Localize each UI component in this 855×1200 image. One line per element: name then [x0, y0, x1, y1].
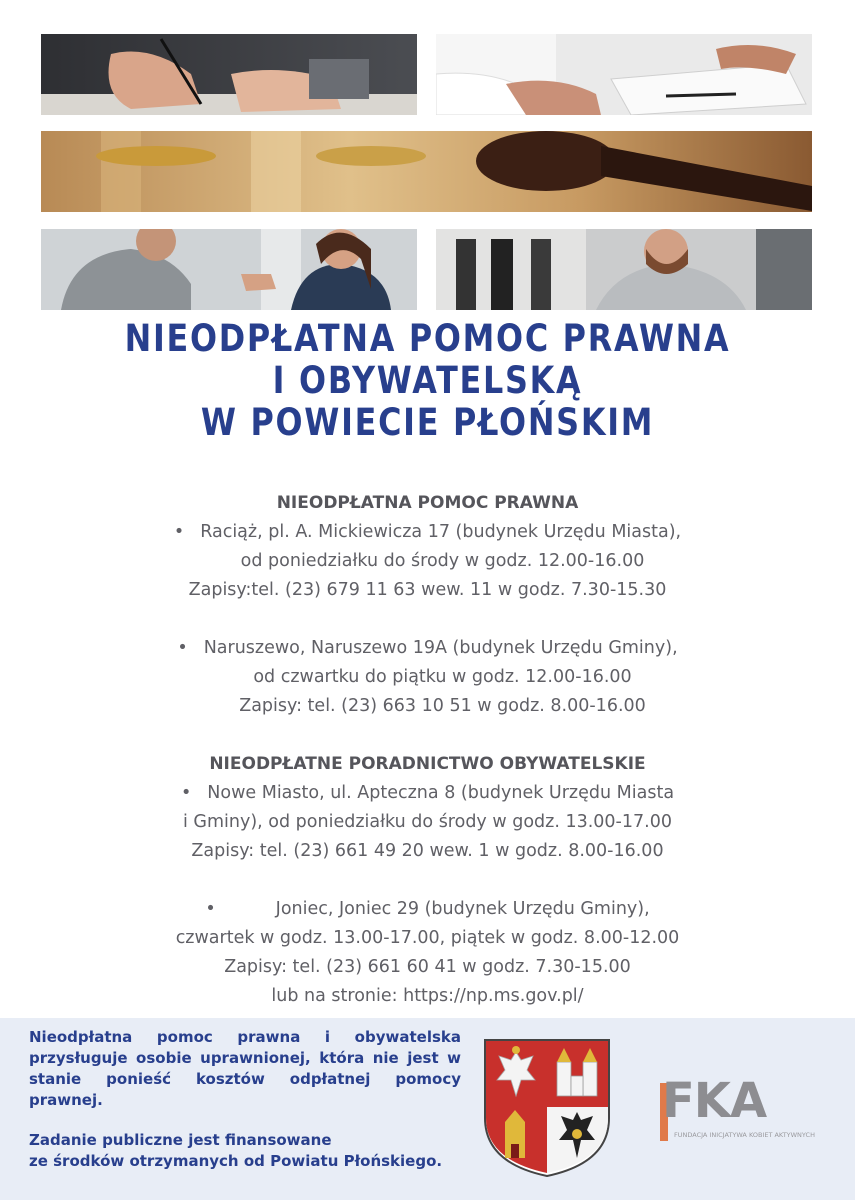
entry-joniec-address: • Joniec, Joniec 29 (budynek Urzędu Gminy),: [205, 899, 650, 919]
photo-smiling-businessman: [436, 229, 812, 310]
bullet-icon: •: [180, 783, 192, 803]
entry-nowe-miasto-phone: Zapisy: tel. (23) 661 49 20 wew. 1 w godz. 8.00-16.00: [191, 841, 664, 861]
entry-raciaz: [0, 518, 855, 605]
entry-raciaz-address: • Raciąż, pl. A. Mickiewicza 17 (budynek Urzędu Miasta),: [173, 522, 682, 542]
fka-foundation-logo: [660, 1073, 815, 1145]
entry-joniec: [0, 895, 855, 1011]
entry-nowe-miasto-hours: i Gminy), od poniedziałku do środy w godz. 13.00-17.00: [183, 812, 672, 832]
section-heading-civic-advice: NIEODPŁATNE PORADNICTWO OBYWATELSKIE: [209, 754, 646, 774]
page-title: [0, 318, 855, 444]
photo-business-meeting: [41, 229, 417, 310]
footer-eligibility-note: Nieodpłatna pomoc prawna i obywatelska przysługuje osobie uprawnionej, która nie jest w stanie ponieść kosztów odpłatnej pomocy prawnej.: [29, 1028, 461, 1109]
title-line-3: W POWIECIE PŁOŃSKIM: [200, 401, 655, 444]
photo-contract-desk: [436, 34, 812, 115]
fka-logo-text: FKA: [662, 1073, 767, 1129]
entry-joniec-phone: Zapisy: tel. (23) 661 60 41 w godz. 7.30-15.00: [224, 957, 631, 977]
fka-logo-subtitle: FUNDACJA INICJATYWA KOBIET AKTYWNYCH: [674, 1131, 815, 1139]
entry-nowe-miasto-address: • Nowe Miasto, ul. Apteczna 8 (budynek Urzędu Miasta: [180, 783, 675, 803]
county-coat-of-arms-icon: [483, 1038, 611, 1182]
bullet-icon: •: [177, 638, 188, 658]
section-heading-legal-aid: NIEODPŁATNA POMOC PRAWNA: [276, 493, 579, 513]
entry-naruszewo-hours: od czwartku do piątku w godz. 12.00-16.00: [253, 667, 632, 687]
entry-raciaz-hours: od poniedziałku do środy w godz. 12.00-16.00: [240, 551, 645, 571]
entry-joniec-hours: czwartek w godz. 13.00-17.00, piątek w godz. 8.00-12.00: [175, 928, 680, 948]
footer-funding-note: Zadanie publiczne jest finansowane ze środków otrzymanych od Powiatu Płońskiego.: [29, 1131, 443, 1170]
online-registration-link[interactable]: lub na stronie: https://np.ms.gov.pl/: [271, 986, 584, 1006]
entry-nowe-miasto: [0, 779, 855, 866]
bullet-icon: •: [205, 899, 216, 919]
entry-naruszewo-phone: Zapisy: tel. (23) 663 10 51 w godz. 8.00-16.00: [239, 696, 646, 716]
entry-raciaz-phone: Zapisy:tel. (23) 679 11 63 wew. 11 w godz. 7.30-15.30: [188, 580, 667, 600]
photo-handshake-signing: [41, 34, 417, 115]
entry-naruszewo: [0, 634, 855, 721]
footer-text: [29, 1027, 461, 1172]
entry-naruszewo-address: • Naruszewo, Naruszewo 19A (budynek Urzędu Gminy),: [177, 638, 678, 658]
info-body: [0, 489, 855, 1011]
title-line-2: I OBYWATELSKĄ: [272, 359, 583, 402]
title-line-1: NIEODPŁATNA POMOC PRAWNA: [124, 317, 731, 360]
bullet-icon: •: [173, 522, 185, 542]
photo-scales-gavel: [41, 131, 812, 212]
